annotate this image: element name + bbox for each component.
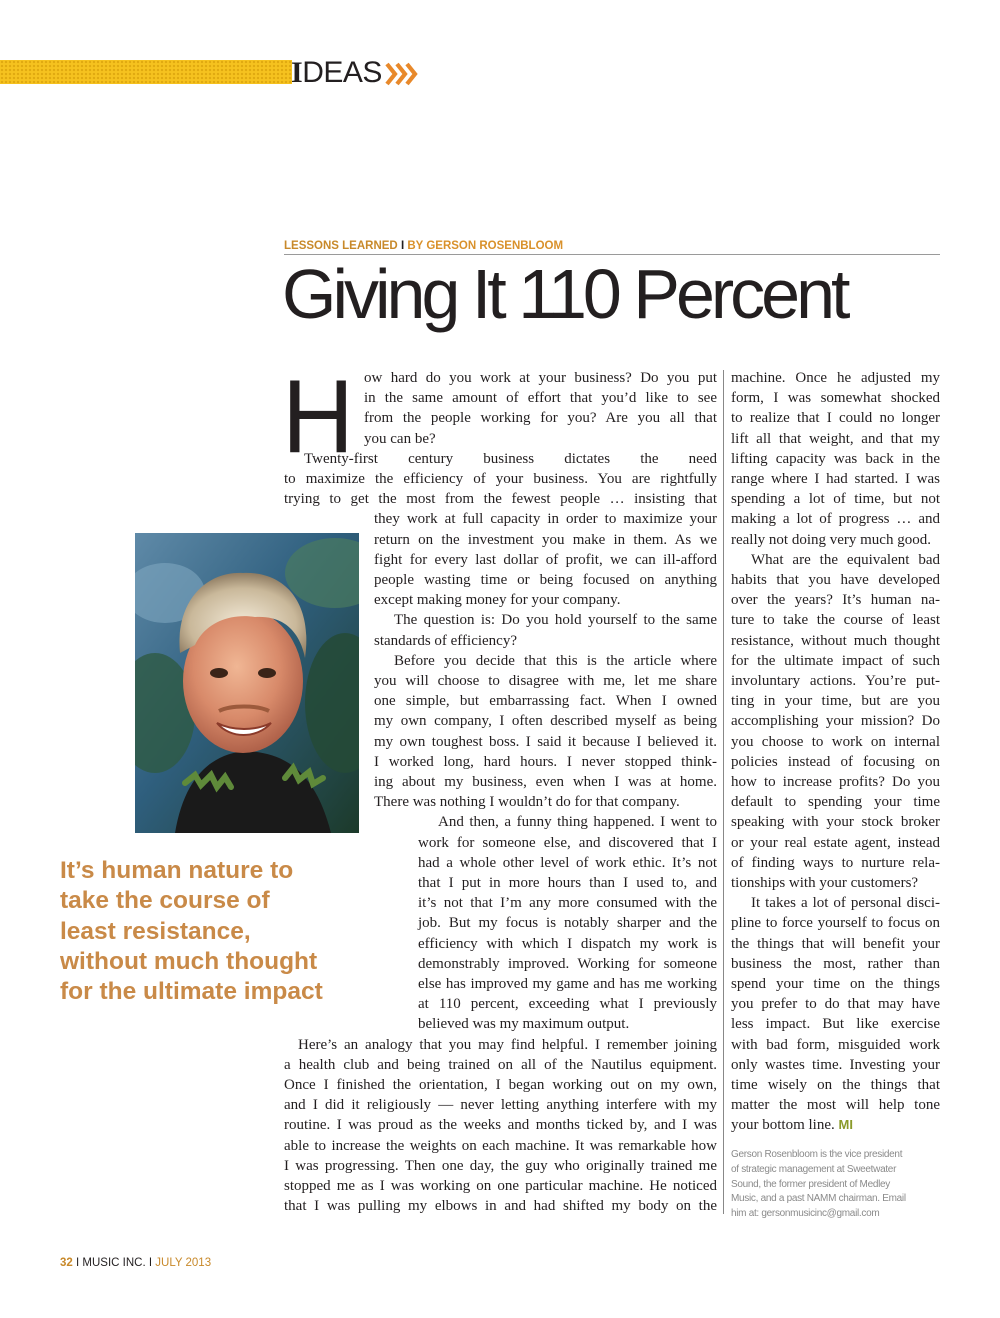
header-band [0, 60, 292, 84]
body-line: return on the investment you make in them. As we [374, 531, 717, 548]
article-title: Giving It 110 Percent [282, 255, 847, 333]
body-line: fight for every last dollar of profit, we can ill-afford [374, 551, 717, 568]
body-line: efficiency with which I dispatch my work is [418, 935, 717, 952]
body-line: Twenty-first century business dictates the need [304, 450, 717, 467]
pull-quote-line: least resistance, [60, 917, 251, 945]
body-line: ing about my business, even when I was at home. [374, 774, 717, 790]
body-line: work for someone else, and discovered that I [418, 834, 717, 851]
section-label-rest: DEAS [302, 56, 382, 89]
body-line: And then, a funny thing happened. I went to [438, 814, 717, 831]
body-line: There was nothing I wouldn’t do for that company. [374, 794, 680, 811]
body-line: form, I was somewhat shocked [731, 390, 940, 407]
body-line [731, 1115, 940, 1135]
article-kicker [284, 240, 563, 252]
body-line: believed was my maximum output. [418, 1016, 630, 1033]
body-line: in the same amount of effort that you’d like to see [364, 390, 717, 407]
body-line: that I was pulling my elbows in and had shifted my body on the [284, 1198, 717, 1215]
body-line: you can be? [364, 430, 436, 447]
end-mark: MI [838, 1117, 853, 1133]
body-line: spending a lot of time, but not [731, 491, 940, 508]
pull-quote [60, 856, 380, 1007]
pull-quote-line: for the ultimate impact [60, 978, 323, 1006]
body-line: it’s not that I’m any more consumed with the [418, 895, 717, 912]
triple-chevron-right-icon [385, 61, 419, 87]
bio-line: Sound, the former president of Medley [731, 1178, 890, 1190]
body-line: standards of efficiency? [374, 632, 517, 649]
section-label-first-letter: I [291, 56, 303, 89]
bio-line: him at: gersonmusicinc@gmail.com [731, 1208, 880, 1220]
pull-quote-line: without much thought [60, 947, 318, 975]
body-line: people wasting time or being focused on anything [374, 572, 717, 588]
bio-line: Music, and a past NAMM chairman. Email [731, 1193, 906, 1205]
footer-separator: I [76, 1257, 80, 1269]
body-line: with bad form, misguided work [731, 1036, 940, 1053]
body-line: time wisely on the things that [731, 1077, 940, 1093]
bio-line: of strategic management at Sweetwater [731, 1163, 897, 1175]
body-line: they work at full capacity in order to maximize your [374, 511, 717, 528]
body-line: lifting capacity was back in the [731, 450, 940, 467]
body-line: less impact. But like exercise [731, 1016, 940, 1033]
drop-cap-letter: H [282, 374, 354, 454]
body-line: to realize that I could no longer [731, 410, 940, 427]
body-line: only wastes time. Investing your [731, 1056, 940, 1073]
body-line: resistance, without much thought [731, 632, 940, 649]
body-line: a health club and being trained on all of the Nautilus equipment. [284, 1056, 717, 1073]
body-line: speaking with your stock broker [731, 814, 940, 831]
body-line: ting in your time, but are you [731, 693, 940, 710]
author-photo-illustration [135, 533, 359, 833]
column-divider [723, 370, 724, 1214]
body-line: I worked long, hard hours. I never stopped think- [374, 753, 717, 770]
body-line: to maximize the efficiency of your business. You are rightfully [284, 471, 717, 487]
pull-quote-line: It’s human nature to [60, 857, 294, 884]
author-photo [135, 533, 359, 833]
footer-separator: I [148, 1257, 153, 1269]
body-line: lift all that weight, and that my [731, 430, 940, 447]
body-line: Here’s an analogy that you may find helpful. I remember joining [298, 1036, 717, 1053]
body-line: Once I finished the orientation, I began working out on my own, [284, 1077, 717, 1093]
page-footer [60, 1257, 211, 1269]
body-line: It takes a lot of personal disci- [751, 895, 940, 912]
body-line: making a lot of progress … and [731, 511, 940, 528]
body-line: for the ultimate impact of such [731, 652, 940, 669]
body-line: except making money for your company. [374, 592, 621, 609]
body-line: you prefer to do that may have [731, 996, 940, 1013]
body-line: of finding ways to nurture rela- [731, 854, 940, 871]
body-line: accomplishing your mission? Do [731, 713, 940, 730]
section-label [291, 55, 382, 91]
body-line: The question is: Do you hold yourself to the same [394, 612, 717, 629]
body-line: at 110 percent, exceeding what I previously [418, 996, 717, 1013]
body-line: pline to force yourself to focus on [731, 915, 940, 932]
body-line: job. But my focus is notably sharper and the [418, 915, 717, 932]
body-line: had a whole other level of work ethic. It’s not [418, 854, 717, 871]
body-line: stopped me as I was working on one particular machine. He noticed [284, 1178, 717, 1194]
body-line: really not doing very much good. [731, 531, 931, 548]
kicker-byline: BY GERSON ROSENBLOOM [407, 240, 564, 252]
body-line: you choose to work on internal [731, 733, 940, 750]
body-line: else has improved my game and has me working [418, 976, 717, 992]
pull-quote-line: take the course of [60, 887, 270, 915]
body-line: my own company, I often described myself as being [374, 713, 717, 730]
drop-cap [282, 374, 354, 454]
body-line: tionships with your customers? [731, 875, 919, 891]
body-line: habits that you have developed [731, 572, 940, 588]
body-line: involuntary actions. You’re put- [731, 673, 940, 689]
body-line: Before you decide that this is the article where [394, 652, 717, 669]
body-line: default to spending your time [731, 794, 940, 811]
body-line: demonstrably improved. Working for someone [418, 955, 717, 972]
kicker-separator: I [400, 240, 405, 252]
body-line: how to increase profits? Do you [731, 774, 940, 790]
body-line: the things that will benefit your [731, 935, 940, 952]
body-line: my own toughest boss. I said it because I believed it. [374, 733, 717, 750]
body-line: ture to take the course of least [731, 612, 940, 629]
body-line: trying to get the most from the fewest people … insisting that [284, 491, 717, 508]
body-line: that I put in more hours than I used to, and [418, 875, 717, 891]
body-line: able to increase the weights on each machine. It was remarkable how [284, 1137, 717, 1154]
body-line: I was progressing. Then one day, the guy who originally trained me [284, 1157, 717, 1174]
body-line: or your real estate agent, instead [731, 834, 940, 851]
bio-line: Gerson Rosenbloom is the vice president [731, 1149, 903, 1160]
body-line: you will choose to disagree with me, let me share [374, 673, 717, 689]
body-line: from the people working for you? Are you all that [364, 410, 717, 427]
body-line: routine. I was proud as the weeks and months ticked by, and I was [284, 1117, 717, 1134]
body-line: over the years? It’s human na- [731, 592, 940, 609]
body-line: machine. Once he adjusted my [731, 370, 940, 386]
body-line: range where I had started. I was [731, 471, 940, 487]
body-line: What are the equivalent bad [751, 551, 940, 568]
kicker-category: LESSONS LEARNED [284, 240, 398, 252]
magazine-name: MUSIC INC. [82, 1257, 146, 1269]
body-line: matter the most will help tone [731, 1097, 940, 1114]
body-line: policies instead of focusing on [731, 753, 940, 770]
author-bio [731, 1148, 906, 1222]
issue-date: JULY 2013 [155, 1257, 212, 1269]
body-line-text: your bottom line. [731, 1117, 835, 1134]
body-line: one simple, but embarrassing fact. When I owned [374, 693, 717, 710]
body-line: ow hard do you work at your business? Do you put [364, 370, 717, 386]
body-line: spend your time on the things [731, 976, 940, 992]
page-number: 32 [60, 1257, 73, 1269]
body-line: and I did it religiously — never letting anything interfere with my [284, 1097, 717, 1114]
body-line: business the most, rather than [731, 955, 940, 972]
